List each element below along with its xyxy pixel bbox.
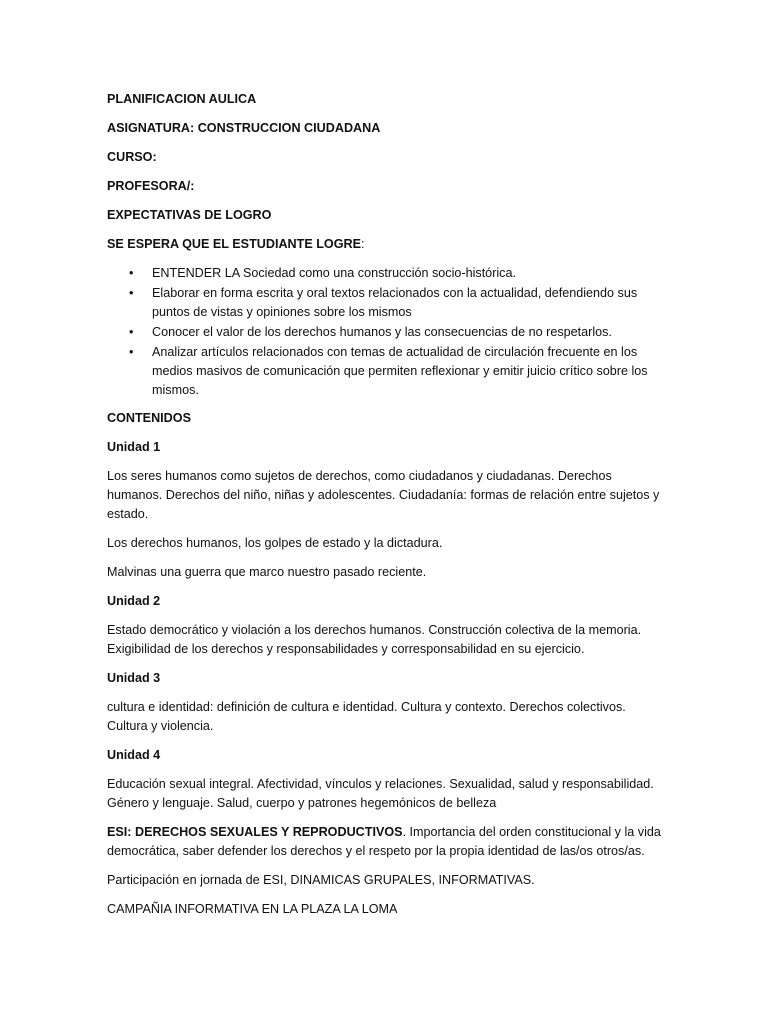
esi-text: . Importancia del orden constitucional y la vida democrática, saber defender los derechos y el respeto por la propia identidad de las/os otros/as.: [107, 825, 661, 858]
list-item: [107, 343, 667, 400]
list-item-text: ENTENDER LA Sociedad como una construcción socio-histórica.: [152, 266, 516, 280]
unit-1-paragraph-3: Malvinas una guerra que marco nuestro pasado reciente.: [107, 565, 427, 579]
unit-3-paragraph-1: cultura e identidad: definición de cultura e identidad. Cultura y contexto. Derechos colectivos. Cultura y violencia.: [107, 700, 626, 733]
unit-3-title: Unidad 3: [107, 671, 161, 685]
expectations-list: [107, 264, 667, 400]
unit-2-title: Unidad 2: [107, 594, 161, 608]
list-item: [107, 264, 667, 283]
list-item-text: Analizar artículos relacionados con temas de actualidad de circulación frecuente en los medios masivos de comunicación que permiten reflexionar y emitir juicio crítico sobre los mismos.: [152, 345, 648, 397]
bullet-icon: •: [129, 325, 134, 339]
esi-paragraph: [107, 823, 667, 861]
unit-1-paragraph-2: Los derechos humanos, los golpes de estado y la dictadura.: [107, 536, 443, 550]
expectations-intro-colon: :: [361, 237, 365, 251]
subject-line: ASIGNATURA: CONSTRUCCION CIUDADANA: [107, 121, 381, 135]
unit-4-paragraph-1: Educación sexual integral. Afectividad, vínculos y relaciones. Sexualidad, salud y responsabilidad. Género y lenguaje. Salud, cuerpo y patrones hegemónicos de belleza: [107, 777, 654, 810]
list-item: [107, 284, 667, 322]
bullet-icon: •: [129, 266, 134, 280]
unit-1-paragraph-1: Los seres humanos como sujetos de derechos, como ciudadanos y ciudadanas. Derechos humanos. Derechos del niño, niñas y adolescentes. Ciudadanía: formas de relación entre sujetos y estado.: [107, 469, 660, 521]
bullet-icon: •: [129, 345, 134, 359]
bullet-icon: •: [129, 286, 134, 300]
document-body: [107, 90, 667, 929]
list-item-text: Conocer el valor de los derechos humanos y las consecuencias de no respetarlos.: [152, 325, 612, 339]
unit-1-title: Unidad 1: [107, 440, 161, 454]
course-line: CURSO:: [107, 150, 157, 164]
list-item-text: Elaborar en forma escrita y oral textos relacionados con la actualidad, defendiendo sus puntos de vistas y opiniones sobre los mismos: [152, 286, 638, 319]
esi-heading: ESI: DERECHOS SEXUALES Y REPRODUCTIVOS: [107, 825, 403, 839]
list-item: [107, 323, 667, 342]
unit-2-paragraph-1: Estado democrático y violación a los derechos humanos. Construcción colectiva de la memoria. Exigibilidad de los derechos y responsabilidades y corresponsabilidad en su ejercicio.: [107, 623, 642, 656]
contents-heading: CONTENIDOS: [107, 411, 191, 425]
teacher-line: PROFESORA/:: [107, 179, 195, 193]
expectations-intro: [107, 235, 667, 254]
expectations-intro-text: SE ESPERA QUE EL ESTUDIANTE LOGRE: [107, 237, 362, 251]
document-title: PLANIFICACION AULICA: [107, 92, 257, 106]
participation-paragraph: Participación en jornada de ESI, DINAMICAS GRUPALES, INFORMATIVAS.: [107, 873, 535, 887]
campaign-paragraph: CAMPAÑIA INFORMATIVA EN LA PLAZA LA LOMA: [107, 902, 398, 916]
expectations-heading: EXPECTATIVAS DE LOGRO: [107, 208, 272, 222]
unit-4-title: Unidad 4: [107, 748, 161, 762]
